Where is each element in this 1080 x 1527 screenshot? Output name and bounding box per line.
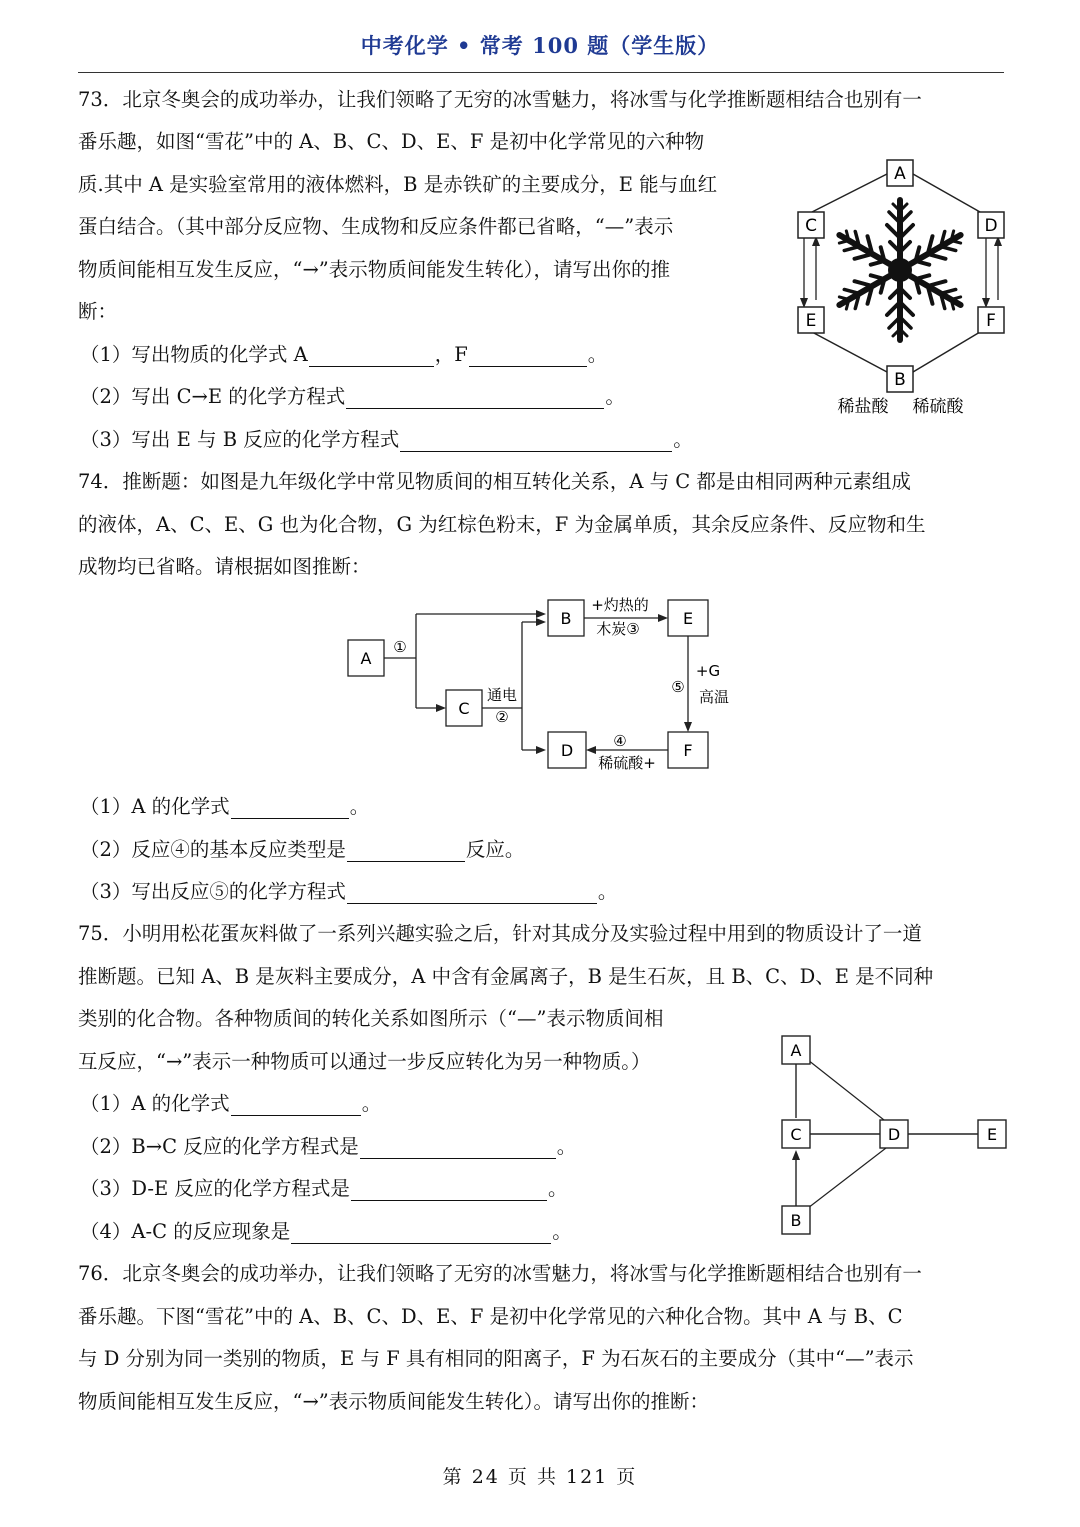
- answer-blank[interactable]: [400, 431, 672, 452]
- q74-flow-diagram: [340, 590, 740, 780]
- page-header-title: 中考化学 • 常考 100 题（学生版）: [360, 33, 720, 58]
- node-b: B: [894, 370, 906, 390]
- q73-line-3: 质.其中 A 是实验室常用的液体燃料，B 是赤铁矿的主要成分，E 能与血红: [78, 173, 718, 196]
- node-e: E: [986, 1125, 998, 1144]
- answer-blank[interactable]: [231, 798, 349, 819]
- node-c: C: [790, 1125, 802, 1144]
- answer-blank[interactable]: [469, 346, 587, 367]
- q74-line-3: 成物均已省略。请根据如图推断：: [78, 555, 371, 578]
- label-reaction-5: ⑤: [671, 678, 685, 696]
- label-electrolysis: 通电: [486, 686, 518, 704]
- label-dilute-h2so4: 稀硫酸+: [598, 754, 656, 772]
- q73-sub-3: （3）写出 E 与 B 反应的化学方程式 。: [80, 428, 693, 451]
- q73-line-4: 蛋白结合。（其中部分反应物、生成物和反应条件都已省略，“—”表示: [78, 215, 674, 238]
- answer-blank[interactable]: [231, 1095, 361, 1116]
- q75-line-1: 75．小明用松花蛋灰料做了一系列兴趣实验之后，针对其成分及实验过程中用到的物质设计了一道: [78, 922, 922, 945]
- node-d: D: [560, 741, 574, 760]
- q73-snowflake-diagram: [780, 150, 1020, 430]
- page-footer: 第 24 页 共 121 页: [442, 1466, 638, 1488]
- node-d: D: [887, 1125, 901, 1144]
- label-high-temp: 高温: [698, 688, 730, 706]
- label-reaction-1: ①: [393, 638, 407, 656]
- q73-sub-2: （2）写出 C→E 的化学方程式 。: [80, 385, 625, 408]
- node-f: F: [683, 741, 693, 760]
- node-f: F: [986, 311, 996, 331]
- q73-line-6: 断：: [78, 300, 118, 323]
- node-b: B: [790, 1211, 802, 1230]
- node-e: E: [682, 609, 694, 628]
- q76-line-3: 与 D 分别为同一类别的物质，E 与 F 具有相同的阳离子，F 为石灰石的主要成分（其中“—”表示: [78, 1347, 914, 1370]
- node-e: E: [805, 311, 817, 331]
- q75-sub-1: （1）A 的化学式 。: [80, 1092, 382, 1115]
- q74-sub-3: （3）写出反应⑤的化学方程式 。: [80, 880, 618, 903]
- snowflake-icon: [833, 200, 967, 340]
- answer-blank[interactable]: [291, 1223, 551, 1244]
- label-reaction-3: 木炭③: [596, 620, 640, 638]
- label-reaction-2: ②: [495, 708, 509, 726]
- q73-line-5: 物质间能相互发生反应，“→”表示物质间能发生转化），请写出你的推: [78, 258, 671, 281]
- answer-blank[interactable]: [351, 1180, 547, 1201]
- q74-sub-1: （1）A 的化学式 。: [80, 795, 370, 818]
- label-reaction-4: ④: [613, 732, 627, 750]
- q74-line-2: 的液体，A、C、E、G 也为化合物，G 为红棕色粉末，F 为金属单质，其余反应条件、反应物和生: [78, 513, 926, 536]
- q73-line-1: 73．北京冬奥会的成功举办，让我们领略了无穷的冰雪魅力，将冰雪与化学推断题相结合也别有一: [78, 88, 922, 111]
- q75-line-3: 类别的化合物。各种物质间的转化关系如图所示（“—”表示物质间相: [78, 1007, 664, 1030]
- answer-blank[interactable]: [346, 388, 604, 409]
- node-b: B: [560, 609, 572, 628]
- label-plus-g: +G: [695, 662, 721, 680]
- label-hot-carbon: +灼热的: [591, 596, 649, 614]
- node-a: A: [790, 1041, 802, 1060]
- q75-line-4: 互反应，“→”表示一种物质可以通过一步反应转化为另一种物质。）: [78, 1050, 651, 1073]
- node-a: A: [360, 649, 372, 668]
- caption-dilute-hcl: 稀盐酸: [837, 397, 889, 417]
- q73-line-2: 番乐趣，如图“雪花”中的 A、B、C、D、E、F 是初中化学常见的六种物: [78, 130, 705, 153]
- answer-blank[interactable]: [347, 841, 465, 862]
- node-c: C: [805, 216, 817, 236]
- answer-blank[interactable]: [347, 883, 597, 904]
- q75-sub-3: （3）D-E 反应的化学方程式是 。: [80, 1177, 568, 1200]
- q76-line-4: 物质间能相互发生反应，“→”表示物质间能发生转化）。请写出你的推断：: [78, 1390, 710, 1413]
- header-rule: [78, 72, 1004, 73]
- node-a: A: [894, 164, 906, 184]
- q75-sub-4: （4）A-C 的反应现象是 。: [80, 1220, 572, 1243]
- q74-sub-2: （2）反应④的基本反应类型是 反应。: [80, 838, 525, 861]
- q75-relation-diagram: [776, 1032, 1016, 1242]
- q76-line-2: 番乐趣。下图“雪花”中的 A、B、C、D、E、F 是初中化学常见的六种化合物。其中 A 与 B、C: [78, 1305, 903, 1328]
- node-d: D: [984, 216, 998, 236]
- answer-blank[interactable]: [360, 1138, 556, 1159]
- caption-dilute-h2so4: 稀硫酸: [912, 397, 964, 417]
- q76-line-1: 76．北京冬奥会的成功举办，让我们领略了无穷的冰雪魅力，将冰雪与化学推断题相结合也别有一: [78, 1262, 922, 1285]
- q73-sub-1: （1）写出物质的化学式 A ，F 。: [80, 343, 608, 366]
- q74-line-1: 74．推断题：如图是九年级化学中常见物质间的相互转化关系，A 与 C 都是由相同两种元素组成: [78, 470, 911, 493]
- node-c: C: [458, 699, 470, 718]
- q75-line-2: 推断题。已知 A、B 是灰料主要成分，A 中含有金属离子，B 是生石灰，且 B、C、D、E 是不同种: [78, 965, 934, 988]
- q75-sub-2: （2）B→C 反应的化学方程式是 。: [80, 1135, 577, 1158]
- answer-blank[interactable]: [309, 346, 434, 367]
